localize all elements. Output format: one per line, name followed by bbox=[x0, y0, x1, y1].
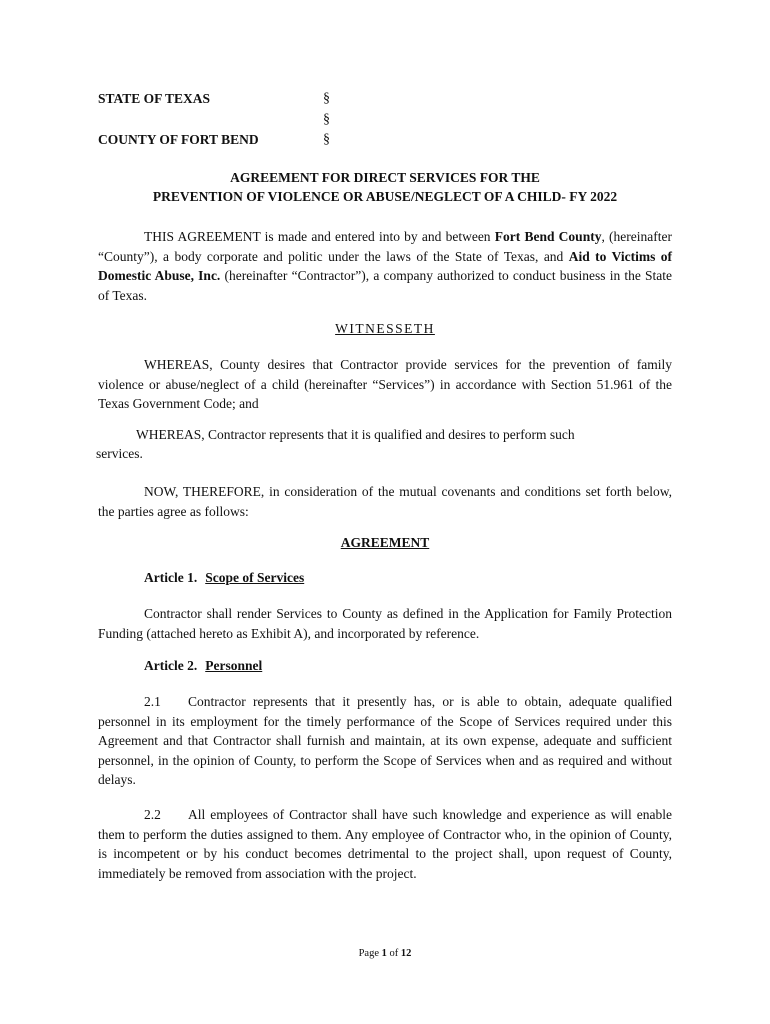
agreement-heading: AGREEMENT bbox=[340, 535, 430, 550]
article-label: Article 1. bbox=[144, 570, 198, 585]
whereas-paragraph-1 bbox=[98, 355, 672, 414]
intro-text: THIS AGREEMENT is made and entered into by and between bbox=[144, 229, 495, 244]
now-therefore-paragraph bbox=[98, 482, 672, 521]
article-label: Article 2. bbox=[144, 658, 198, 673]
section-mark: § bbox=[323, 132, 330, 147]
agreement-title-line2: PREVENTION OF VIOLENCE OR ABUSE/NEGLECT OF A CHILD- FY 2022 bbox=[152, 189, 618, 204]
page-word: Page bbox=[358, 948, 380, 959]
section-mark: § bbox=[323, 91, 330, 106]
contractor-name: Aid to Victims of Domestic Abuse, Inc. bbox=[98, 248, 672, 283]
intro-text: (hereinafter “Contractor”), a company authorized to conduct business in the State of Texas. bbox=[98, 268, 672, 303]
section-2-2-text: All employees of Contractor shall have such knowledge and experience as will enable them to perform the duties assigned to them. Any employee of Contractor who, in the opinion of County, is incompetent or by his conduct becomes detrimental to the project shall, upon request of County, immediately be removed from association with the project. bbox=[98, 807, 672, 881]
article-1-body bbox=[98, 604, 672, 643]
section-number: 2.2 bbox=[144, 807, 161, 822]
state-label: STATE OF TEXAS bbox=[98, 91, 211, 106]
now-therefore-text: NOW, THEREFORE, in consideration of the mutual covenants and conditions set forth below, the parties agree as follows: bbox=[98, 484, 672, 519]
section-mark: § bbox=[323, 112, 330, 127]
whereas-paragraph-2-line2: services. bbox=[96, 446, 143, 461]
witnesseth-heading: WITNESSETH bbox=[335, 321, 435, 336]
county-name: Fort Bend County bbox=[494, 229, 602, 244]
article-2-heading bbox=[144, 658, 262, 674]
section-number: 2.1 bbox=[144, 694, 161, 709]
page-total: 12 bbox=[400, 948, 412, 959]
whereas-text: WHEREAS, County desires that Contractor provide services for the prevention of family violence or abuse/neglect of a child (hereinafter “Services”) in accordance with Section 51.961 of the Texas Government Code; and bbox=[98, 357, 672, 411]
intro-paragraph bbox=[98, 227, 672, 305]
section-2-1-text: Contractor represents that it presently has, or is able to obtain, adequate qualified personnel in its employment for the timely performance of the Scope of Services required under this Agreement and that Contractor shall furnish and maintain, at its own expense, adequate and sufficient personnel, in the opinion of County, to perform the Scope of Services when and as required and without delays. bbox=[98, 694, 672, 787]
of-word: of bbox=[389, 948, 399, 959]
page-number: 1 bbox=[381, 948, 387, 959]
whereas-paragraph-2-line1: WHEREAS, Contractor represents that it is qualified and desires to perform such bbox=[136, 427, 575, 442]
county-label: COUNTY OF FORT BEND bbox=[98, 132, 259, 147]
article-title: Personnel bbox=[205, 658, 263, 673]
page-footer bbox=[0, 948, 770, 959]
section-2-1 bbox=[98, 692, 672, 790]
agreement-title-line1: AGREEMENT FOR DIRECT SERVICES FOR THE bbox=[230, 170, 540, 185]
section-2-2 bbox=[98, 805, 672, 883]
article-1-heading bbox=[144, 570, 304, 586]
article-1-text: Contractor shall render Services to County as defined in the Application for Family Protection Funding (attached hereto as Exhibit A), and incorporated by reference. bbox=[98, 606, 672, 641]
intro-text: , (hereinafter “County”), a body corporate and politic under the laws of the State of Texas, and bbox=[98, 229, 672, 264]
article-title: Scope of Services bbox=[205, 570, 305, 585]
